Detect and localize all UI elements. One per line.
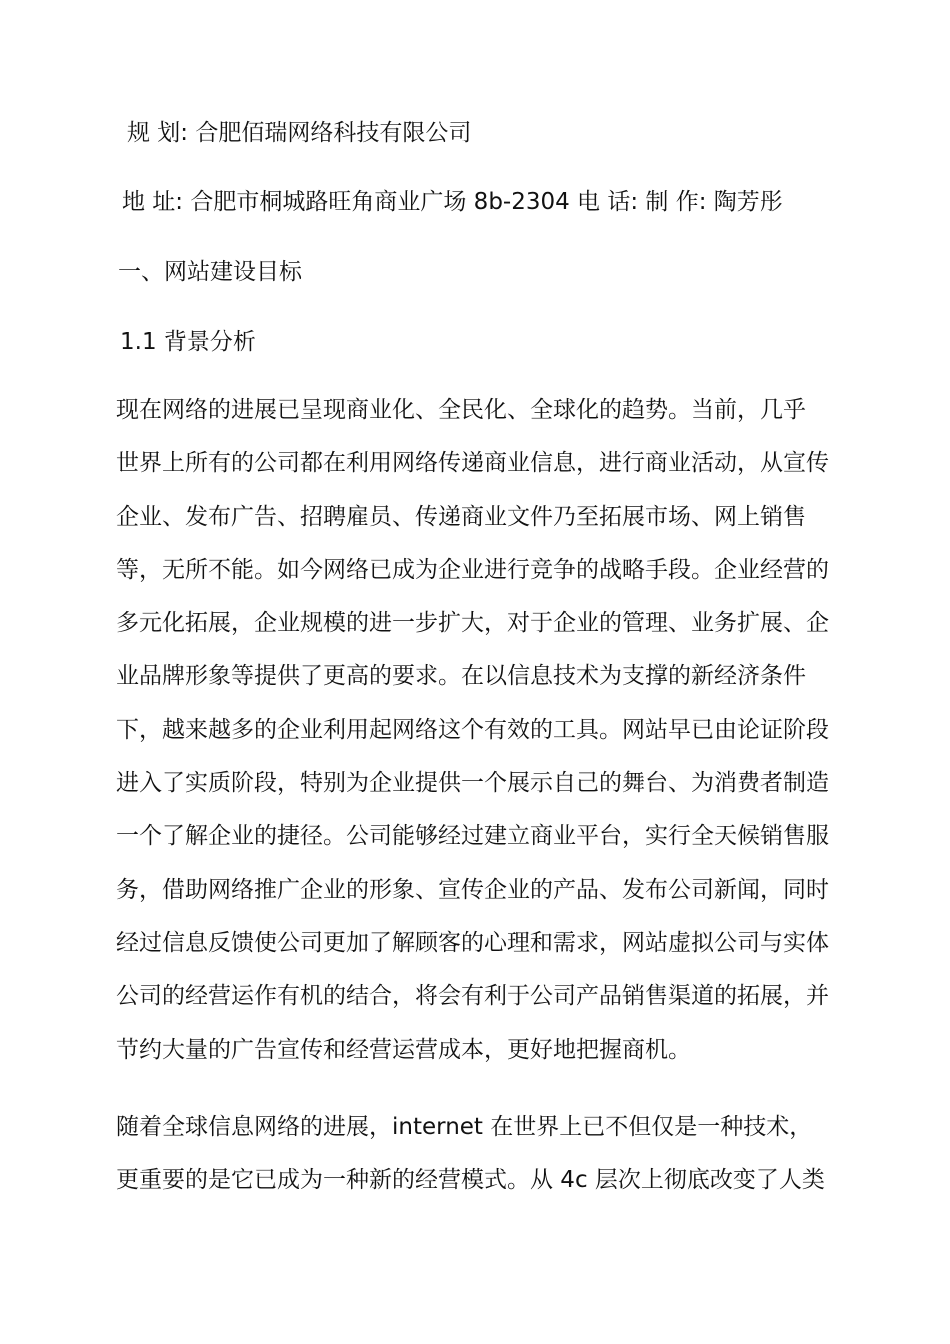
paragraph-line: 下，越来越多的企业利用起网络这个有效的工具。网站早已由论证阶段 [116,716,829,743]
paragraph-line: 企业、发布广告、招聘雇员、传递商业文件乃至拓展市场、网上销售 [116,503,806,530]
paragraph-line: 节约大量的广告宣传和经营运营成本，更好地把握商机。 [116,1036,691,1063]
paragraph-line: 务，借助网络推广企业的形象、宣传企业的产品、发布公司新闻，同时 [116,876,829,903]
paragraph-line: 一个了解企业的捷径。公司能够经过建立商业平台，实行全天候销售服 [116,823,829,850]
planner-line: 规 划: 合肥佰瑞网络科技有限公司 [127,120,472,146]
paragraph-line: 业品牌形象等提供了更高的要求。在以信息技术为支撑的新经济条件 [116,663,806,690]
paragraph-line: 世界上所有的公司都在利用网络传递商业信息，进行商业活动，从宣传 [116,450,829,477]
background-paragraph [116,384,836,1077]
paragraph-line: 多元化拓展，企业规模的进一步扩大，对于企业的管理、业务扩展、企 [116,610,829,637]
paragraph-line: 等，无所不能。如今网络已成为企业进行竞争的战略手段。企业经营的 [116,556,829,583]
paragraph-line: 经过信息反馈使公司更加了解顾客的心理和需求，网站虚拟公司与实体 [116,929,829,956]
paragraph-line: 随着全球信息网络的进展，internet 在世界上已不但仅是一种技术， [116,1114,813,1140]
paragraph-line: 公司的经营运作有机的结合，将会有利于公司产品销售渠道的拓展，并 [116,983,829,1010]
paragraph-line: 更重要的是它已成为一种新的经营模式。从 4c 层次上彻底改变了人类 [116,1167,825,1194]
section-heading: 一、网站建设目标 [118,259,302,285]
subsection-heading: 1.1 背景分析 [120,329,256,355]
address-line: 地 址: 合肥市桐城路旺角商业广场 8b-2304 电 话: 制 作: 陶芳彤 [122,189,783,215]
paragraph-line: 进入了实质阶段，特别为企业提供一个展示自己的舞台、为消费者制造 [116,770,829,797]
paragraph-line: 现在网络的进展已呈现商业化、全民化、全球化的趋势。当前，几乎 [116,397,806,423]
internet-paragraph [116,1101,836,1208]
